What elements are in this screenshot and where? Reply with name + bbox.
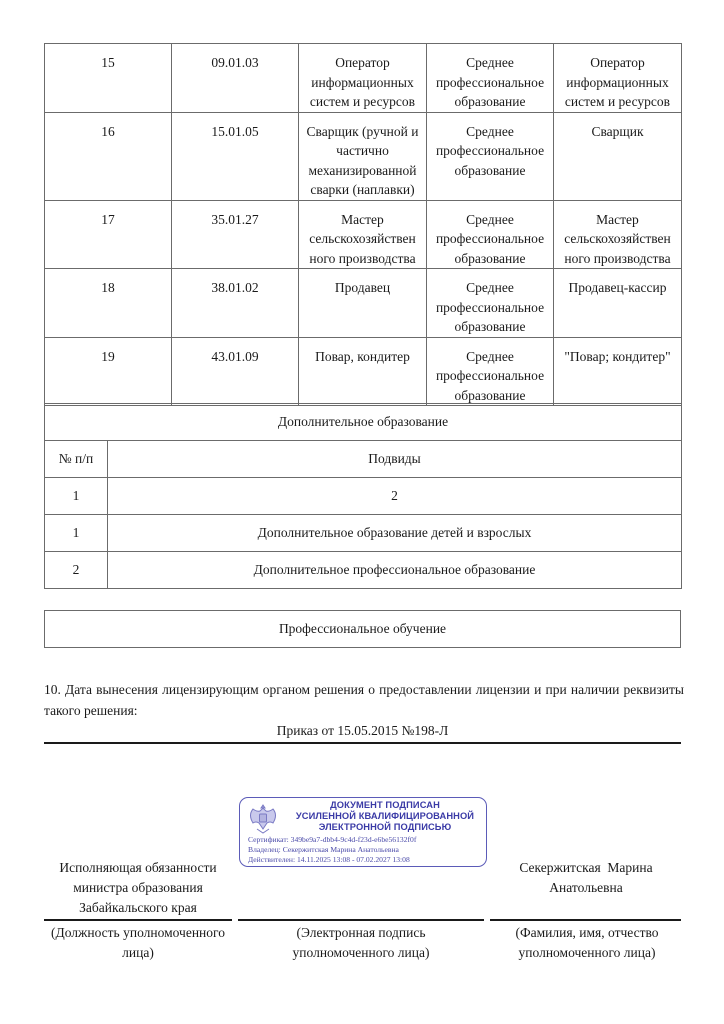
education-level: Среднее профессиональное образование <box>427 44 554 113</box>
name-line <box>490 919 681 921</box>
index-num: 1 <box>45 478 108 515</box>
program-name: Мастер сельскохозяйствен ного производства <box>299 200 427 269</box>
education-level: Среднее профессиональное образование <box>427 200 554 269</box>
decision-underline <box>44 742 681 744</box>
subtype-name: Дополнительное образование детей и взрослых <box>108 515 682 552</box>
programs-table <box>44 43 682 406</box>
qualification: Продавец-кассир <box>554 269 682 338</box>
qualification: "Повар; кондитер" <box>554 337 682 406</box>
program-code: 35.01.27 <box>172 200 299 269</box>
education-level: Среднее профессиональное образование <box>427 112 554 200</box>
program-code: 15.01.05 <box>172 112 299 200</box>
section-title-row <box>45 404 682 441</box>
position-line <box>44 919 232 921</box>
row-number: 17 <box>45 200 172 269</box>
table-row <box>45 515 682 552</box>
row-number: 15 <box>45 44 172 113</box>
table-row <box>45 337 682 406</box>
program-code: 38.01.02 <box>172 269 299 338</box>
index-subtype: 2 <box>108 478 682 515</box>
stamp-header-line: ЭЛЕКТРОННОЙ ПОДПИСЬЮ <box>318 822 452 832</box>
section-title: Дополнительное образование <box>45 404 682 441</box>
caption-name: (Фамилия, имя, отчество уполномоченного лица) <box>515 925 659 960</box>
stamp-owner: Владелец: Секержитская Марина Анатольевна <box>248 845 399 854</box>
row-number: 1 <box>45 515 108 552</box>
index-row <box>45 478 682 515</box>
stamp-header <box>286 800 484 833</box>
stamp-header-line: УСИЛЕННОЙ КВАЛИФИЦИРОВАННОЙ <box>295 811 475 821</box>
license-decision: Приказ от 15.05.2015 №198-Л <box>276 723 449 738</box>
section-title-row <box>45 611 681 648</box>
education-level: Среднее профессиональное образование <box>427 269 554 338</box>
program-name: Продавец <box>299 269 427 338</box>
table-row <box>45 44 682 113</box>
header-row <box>45 441 682 478</box>
section-title: Профессиональное обучение <box>45 611 681 648</box>
program-name: Оператор информационных систем и ресурсов <box>299 44 427 113</box>
additional-education-table <box>44 403 682 589</box>
qualification: Мастер сельскохозяйствен ного производства <box>554 200 682 269</box>
education-level: Среднее профессиональное образование <box>427 337 554 406</box>
program-name: Сварщик (ручной и частично механизированной сварки (наплавки) <box>299 112 427 200</box>
stamp-valid: Действителен: 14.11.2025 13:08 - 07.02.2027 13:08 <box>248 855 410 864</box>
row-number: 18 <box>45 269 172 338</box>
signature-line <box>238 919 484 921</box>
signer-name: Секержитская Марина Анатольевна <box>519 860 656 895</box>
col-header-num: № п/п <box>45 441 108 478</box>
table-row <box>45 112 682 200</box>
caption-position: (Должность уполномоченного лица) <box>51 925 225 960</box>
professional-training-table <box>44 610 681 648</box>
program-code: 09.01.03 <box>172 44 299 113</box>
table-row <box>45 200 682 269</box>
signer-position: Исполняющая обязанности министра образования Забайкальского края <box>59 860 217 915</box>
stamp-header-line: ДОКУМЕНТ ПОДПИСАН <box>330 800 440 810</box>
table-row <box>45 552 682 589</box>
row-number: 2 <box>45 552 108 589</box>
e-signature-stamp <box>239 797 487 867</box>
stamp-certificate: Сертификат: 349be9a7-dbb4-9c4d-f23d-e6be56132f0f <box>248 835 417 844</box>
caption-signature: (Электронная подпись уполномоченного лица) <box>292 925 430 960</box>
col-header-subtypes: Подвиды <box>108 441 682 478</box>
subtype-name: Дополнительное профессиональное образование <box>108 552 682 589</box>
row-number: 16 <box>45 112 172 200</box>
program-name: Повар, кондитер <box>299 337 427 406</box>
section-10-text: 10. Дата вынесения лицензирующим органом решения о предоставлении лицензии и при наличии реквизиты такого решения: <box>44 682 684 718</box>
row-number: 19 <box>45 337 172 406</box>
qualification: Сварщик <box>554 112 682 200</box>
program-code: 43.01.09 <box>172 337 299 406</box>
coat-of-arms-icon <box>245 801 281 835</box>
qualification: Оператор информационных систем и ресурсов <box>554 44 682 113</box>
table-row <box>45 269 682 338</box>
